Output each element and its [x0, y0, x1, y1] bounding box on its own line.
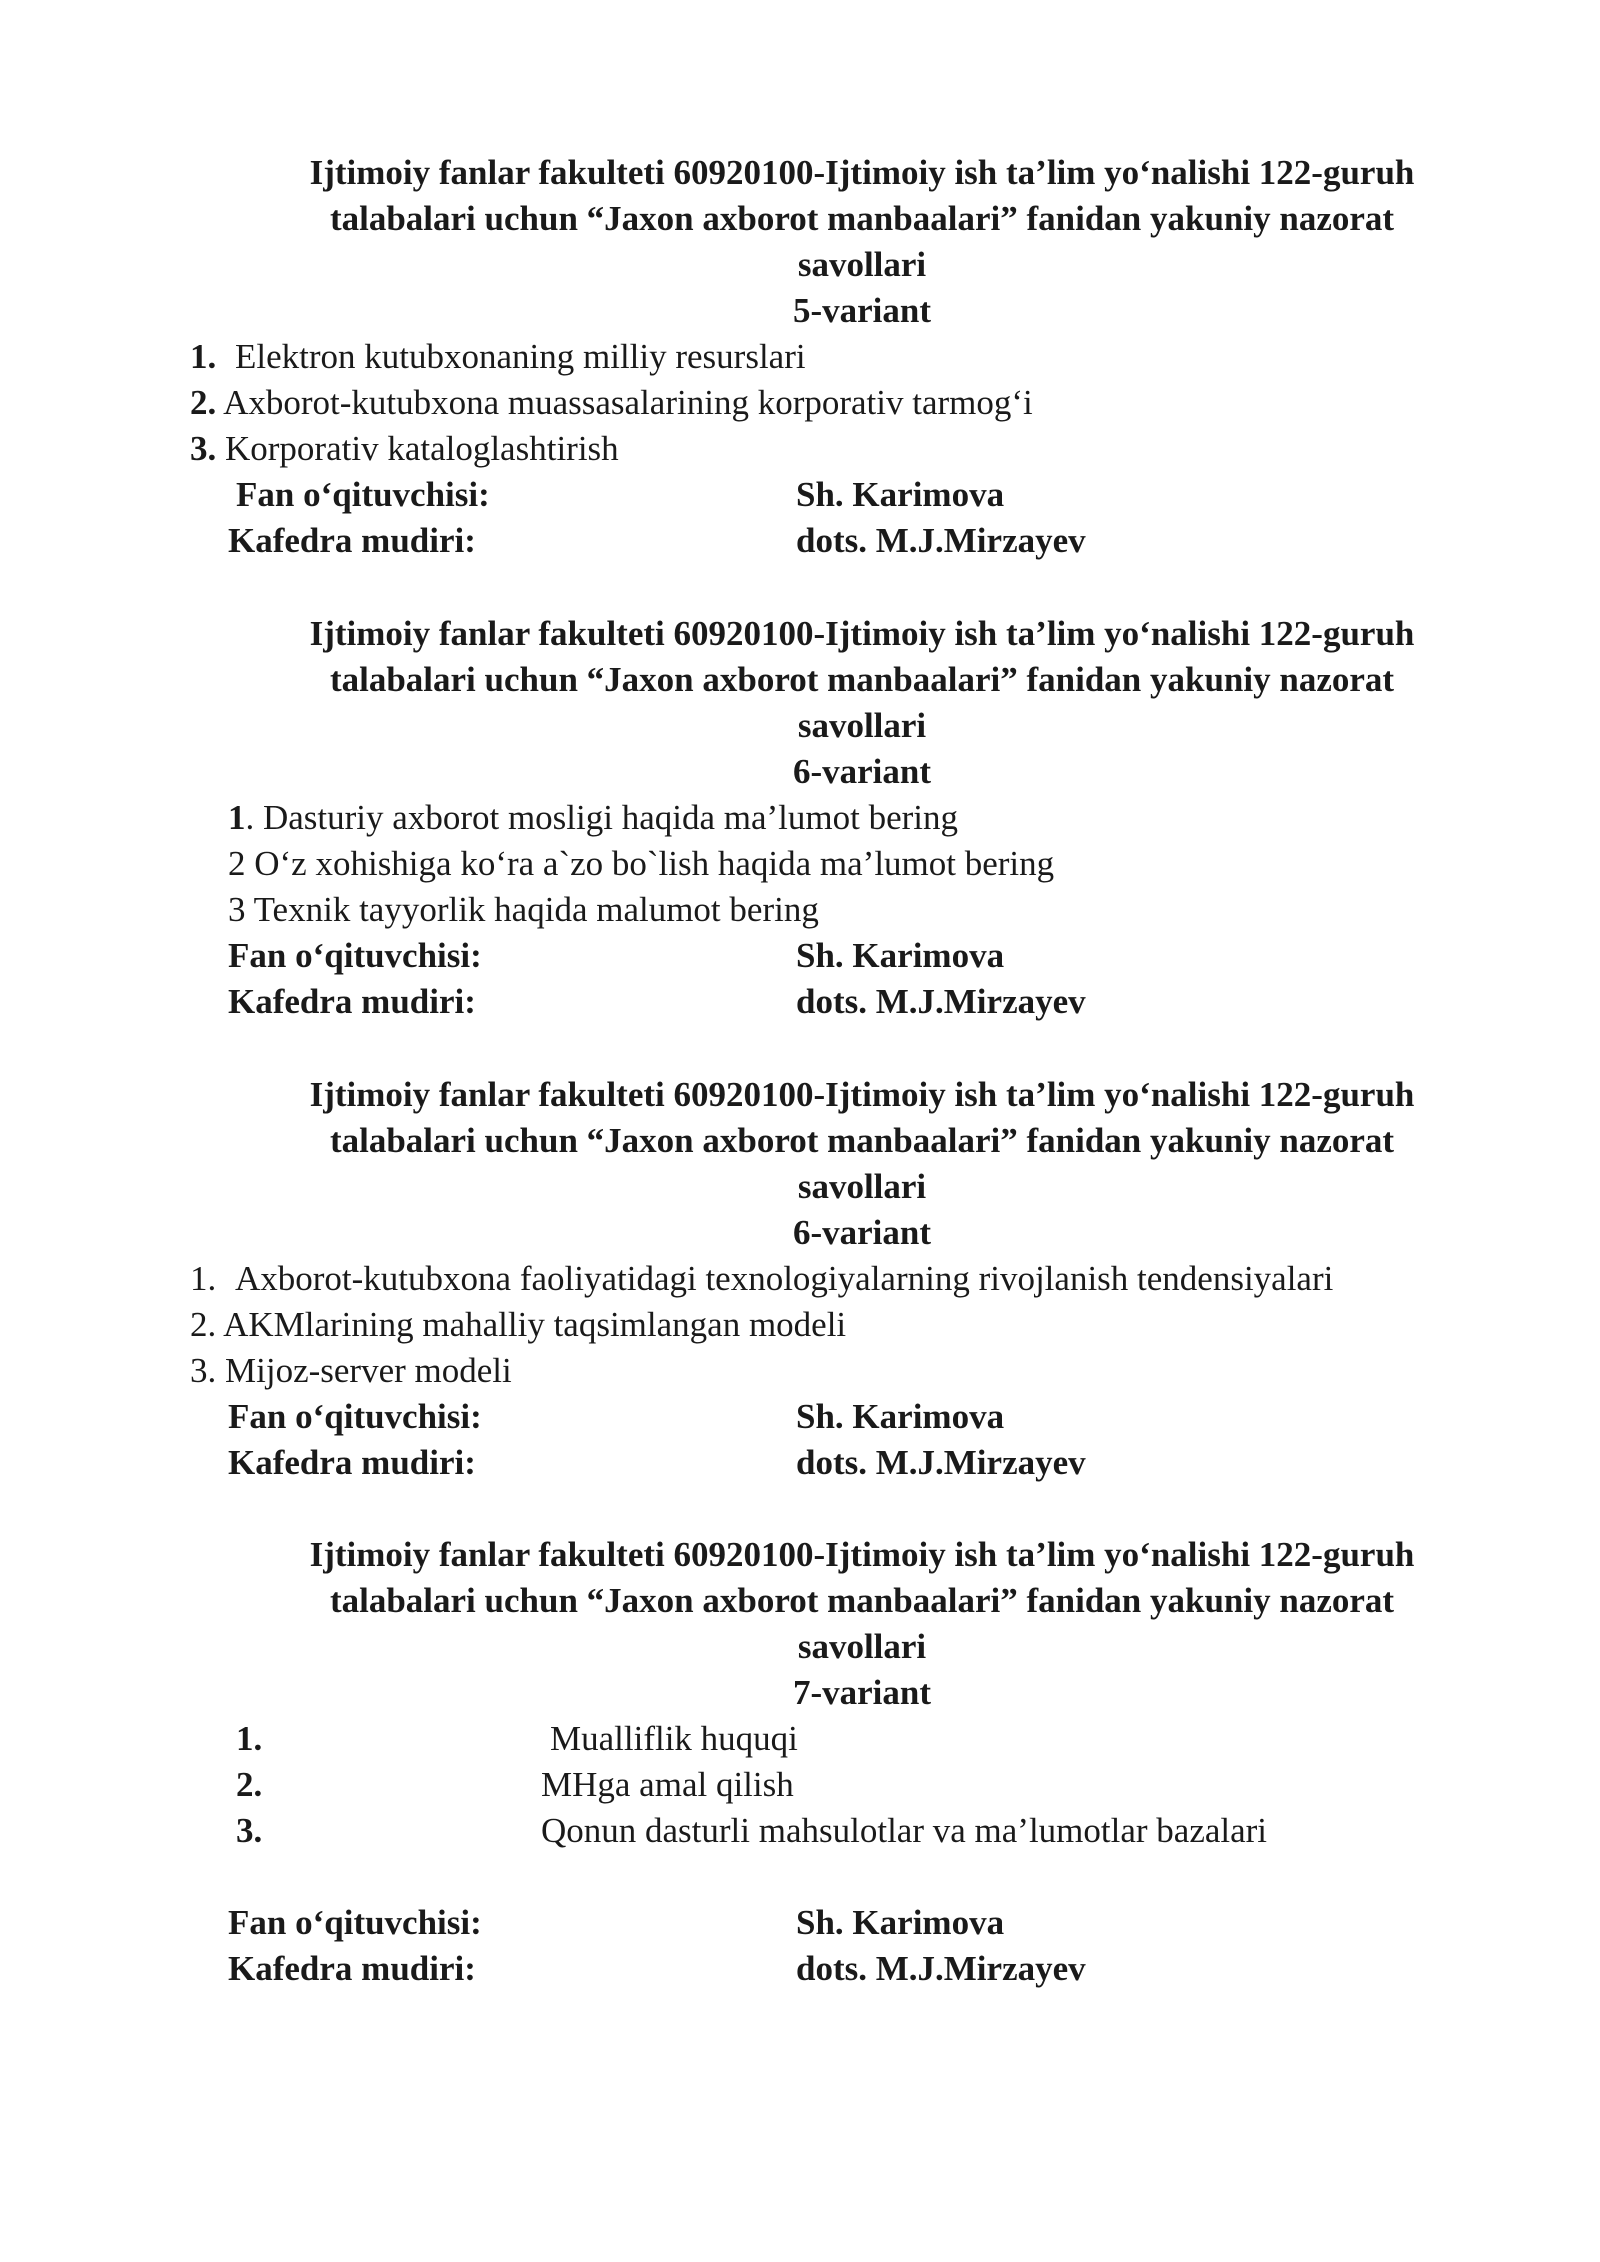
question-text: Texnik tayyorlik haqida malumot bering — [253, 890, 819, 929]
head-name: dots. M.J.Mirzayev — [796, 982, 1086, 1021]
question-text: Mualliflik huquqi — [550, 1719, 798, 1758]
question-number: 1. — [190, 337, 217, 376]
question-item — [190, 1348, 512, 1394]
question-text: Axborot-kutubxona faoliyatidagi texnologiyalarning rivojlanish tendensiyalari — [235, 1259, 1334, 1298]
header-line-2: talabalari uchun “Jaxon axborot manbaalari” fanidan yakuniy nazorat — [329, 199, 1395, 238]
teacher-label: Fan o‘qituvchisi: — [228, 1903, 482, 1942]
question-text: Korporativ kataloglashtirish — [225, 429, 619, 468]
header-line-2: talabalari uchun “Jaxon axborot manbaalari” fanidan yakuniy nazorat — [329, 1581, 1395, 1620]
head-name: dots. M.J.Mirzayev — [796, 1443, 1086, 1482]
teacher-name: Sh. Karimova — [796, 936, 1005, 975]
header-line-1: Ijtimoiy fanlar fakulteti 60920100-Ijtimoiy ish ta’lim yo‘nalishi 122-guruh — [309, 153, 1415, 192]
question-item — [228, 841, 1054, 887]
question-number: 3. — [190, 1351, 217, 1390]
question-number: 1. — [236, 1719, 263, 1758]
question-number: 2 — [228, 844, 246, 883]
question-item — [190, 426, 619, 472]
teacher-name: Sh. Karimova — [796, 475, 1005, 514]
question-number: 2. — [190, 383, 217, 422]
question-item — [190, 1302, 846, 1348]
question-number: 2. — [190, 1305, 217, 1344]
teacher-label: Fan o‘qituvchisi: — [228, 1397, 482, 1436]
teacher-label: Fan o‘qituvchisi: — [228, 936, 482, 975]
head-label: Kafedra mudiri: — [228, 1443, 476, 1482]
variant-label: 6-variant — [792, 1213, 932, 1252]
question-number: 3 — [228, 890, 246, 929]
question-text: Axborot-kutubxona muassasalarining korporativ tarmog‘i — [223, 383, 1033, 422]
head-label: Kafedra mudiri: — [228, 1949, 476, 1988]
question-item — [228, 795, 958, 841]
variant-label: 5-variant — [792, 291, 932, 330]
question-number: 3. — [236, 1811, 263, 1850]
head-name: dots. M.J.Mirzayev — [796, 521, 1086, 560]
question-text: MHga amal qilish — [541, 1765, 794, 1804]
variant-label: 7-variant — [792, 1673, 932, 1712]
question-text: O‘z xohishiga ko‘ra a`zo bo`lish haqida ma’lumot bering — [254, 844, 1055, 883]
header-line-1: Ijtimoiy fanlar fakulteti 60920100-Ijtimoiy ish ta’lim yo‘nalishi 122-guruh — [309, 1075, 1415, 1114]
question-text: . Dasturiy axborot mosligi haqida ma’lumot bering — [245, 798, 959, 837]
question-item — [190, 1256, 1333, 1302]
header-line-1: Ijtimoiy fanlar fakulteti 60920100-Ijtimoiy ish ta’lim yo‘nalishi 122-guruh — [309, 614, 1415, 653]
head-name: dots. M.J.Mirzayev — [796, 1949, 1086, 1988]
question-number: 3. — [190, 429, 217, 468]
header-line-2: talabalari uchun “Jaxon axborot manbaalari” fanidan yakuniy nazorat — [329, 660, 1395, 699]
question-item — [228, 887, 819, 933]
question-number: 1. — [190, 1259, 217, 1298]
variant-label: 6-variant — [792, 752, 932, 791]
question-item — [190, 334, 806, 380]
question-text: AKMlarining mahalliy taqsimlangan modeli — [223, 1305, 847, 1344]
question-number: 2. — [236, 1765, 263, 1804]
question-number: 1 — [228, 798, 246, 837]
head-label: Kafedra mudiri: — [228, 521, 476, 560]
question-item — [190, 380, 1033, 426]
teacher-label: Fan o‘qituvchisi: — [236, 475, 490, 514]
teacher-name: Sh. Karimova — [796, 1903, 1005, 1942]
question-text: Qonun dasturli mahsulotlar va ma’lumotlar bazalari — [541, 1811, 1268, 1850]
header-line-3: savollari — [797, 1167, 927, 1206]
header-line-3: savollari — [797, 245, 927, 284]
header-line-2: talabalari uchun “Jaxon axborot manbaalari” fanidan yakuniy nazorat — [329, 1121, 1395, 1160]
head-label: Kafedra mudiri: — [228, 982, 476, 1021]
question-text: Mijoz-server modeli — [225, 1351, 512, 1390]
header-line-3: savollari — [797, 1627, 927, 1666]
question-text: Elektron kutubxonaning milliy resurslari — [235, 337, 806, 376]
header-line-1: Ijtimoiy fanlar fakulteti 60920100-Ijtimoiy ish ta’lim yo‘nalishi 122-guruh — [309, 1535, 1415, 1574]
header-line-3: savollari — [797, 706, 927, 745]
teacher-name: Sh. Karimova — [796, 1397, 1005, 1436]
